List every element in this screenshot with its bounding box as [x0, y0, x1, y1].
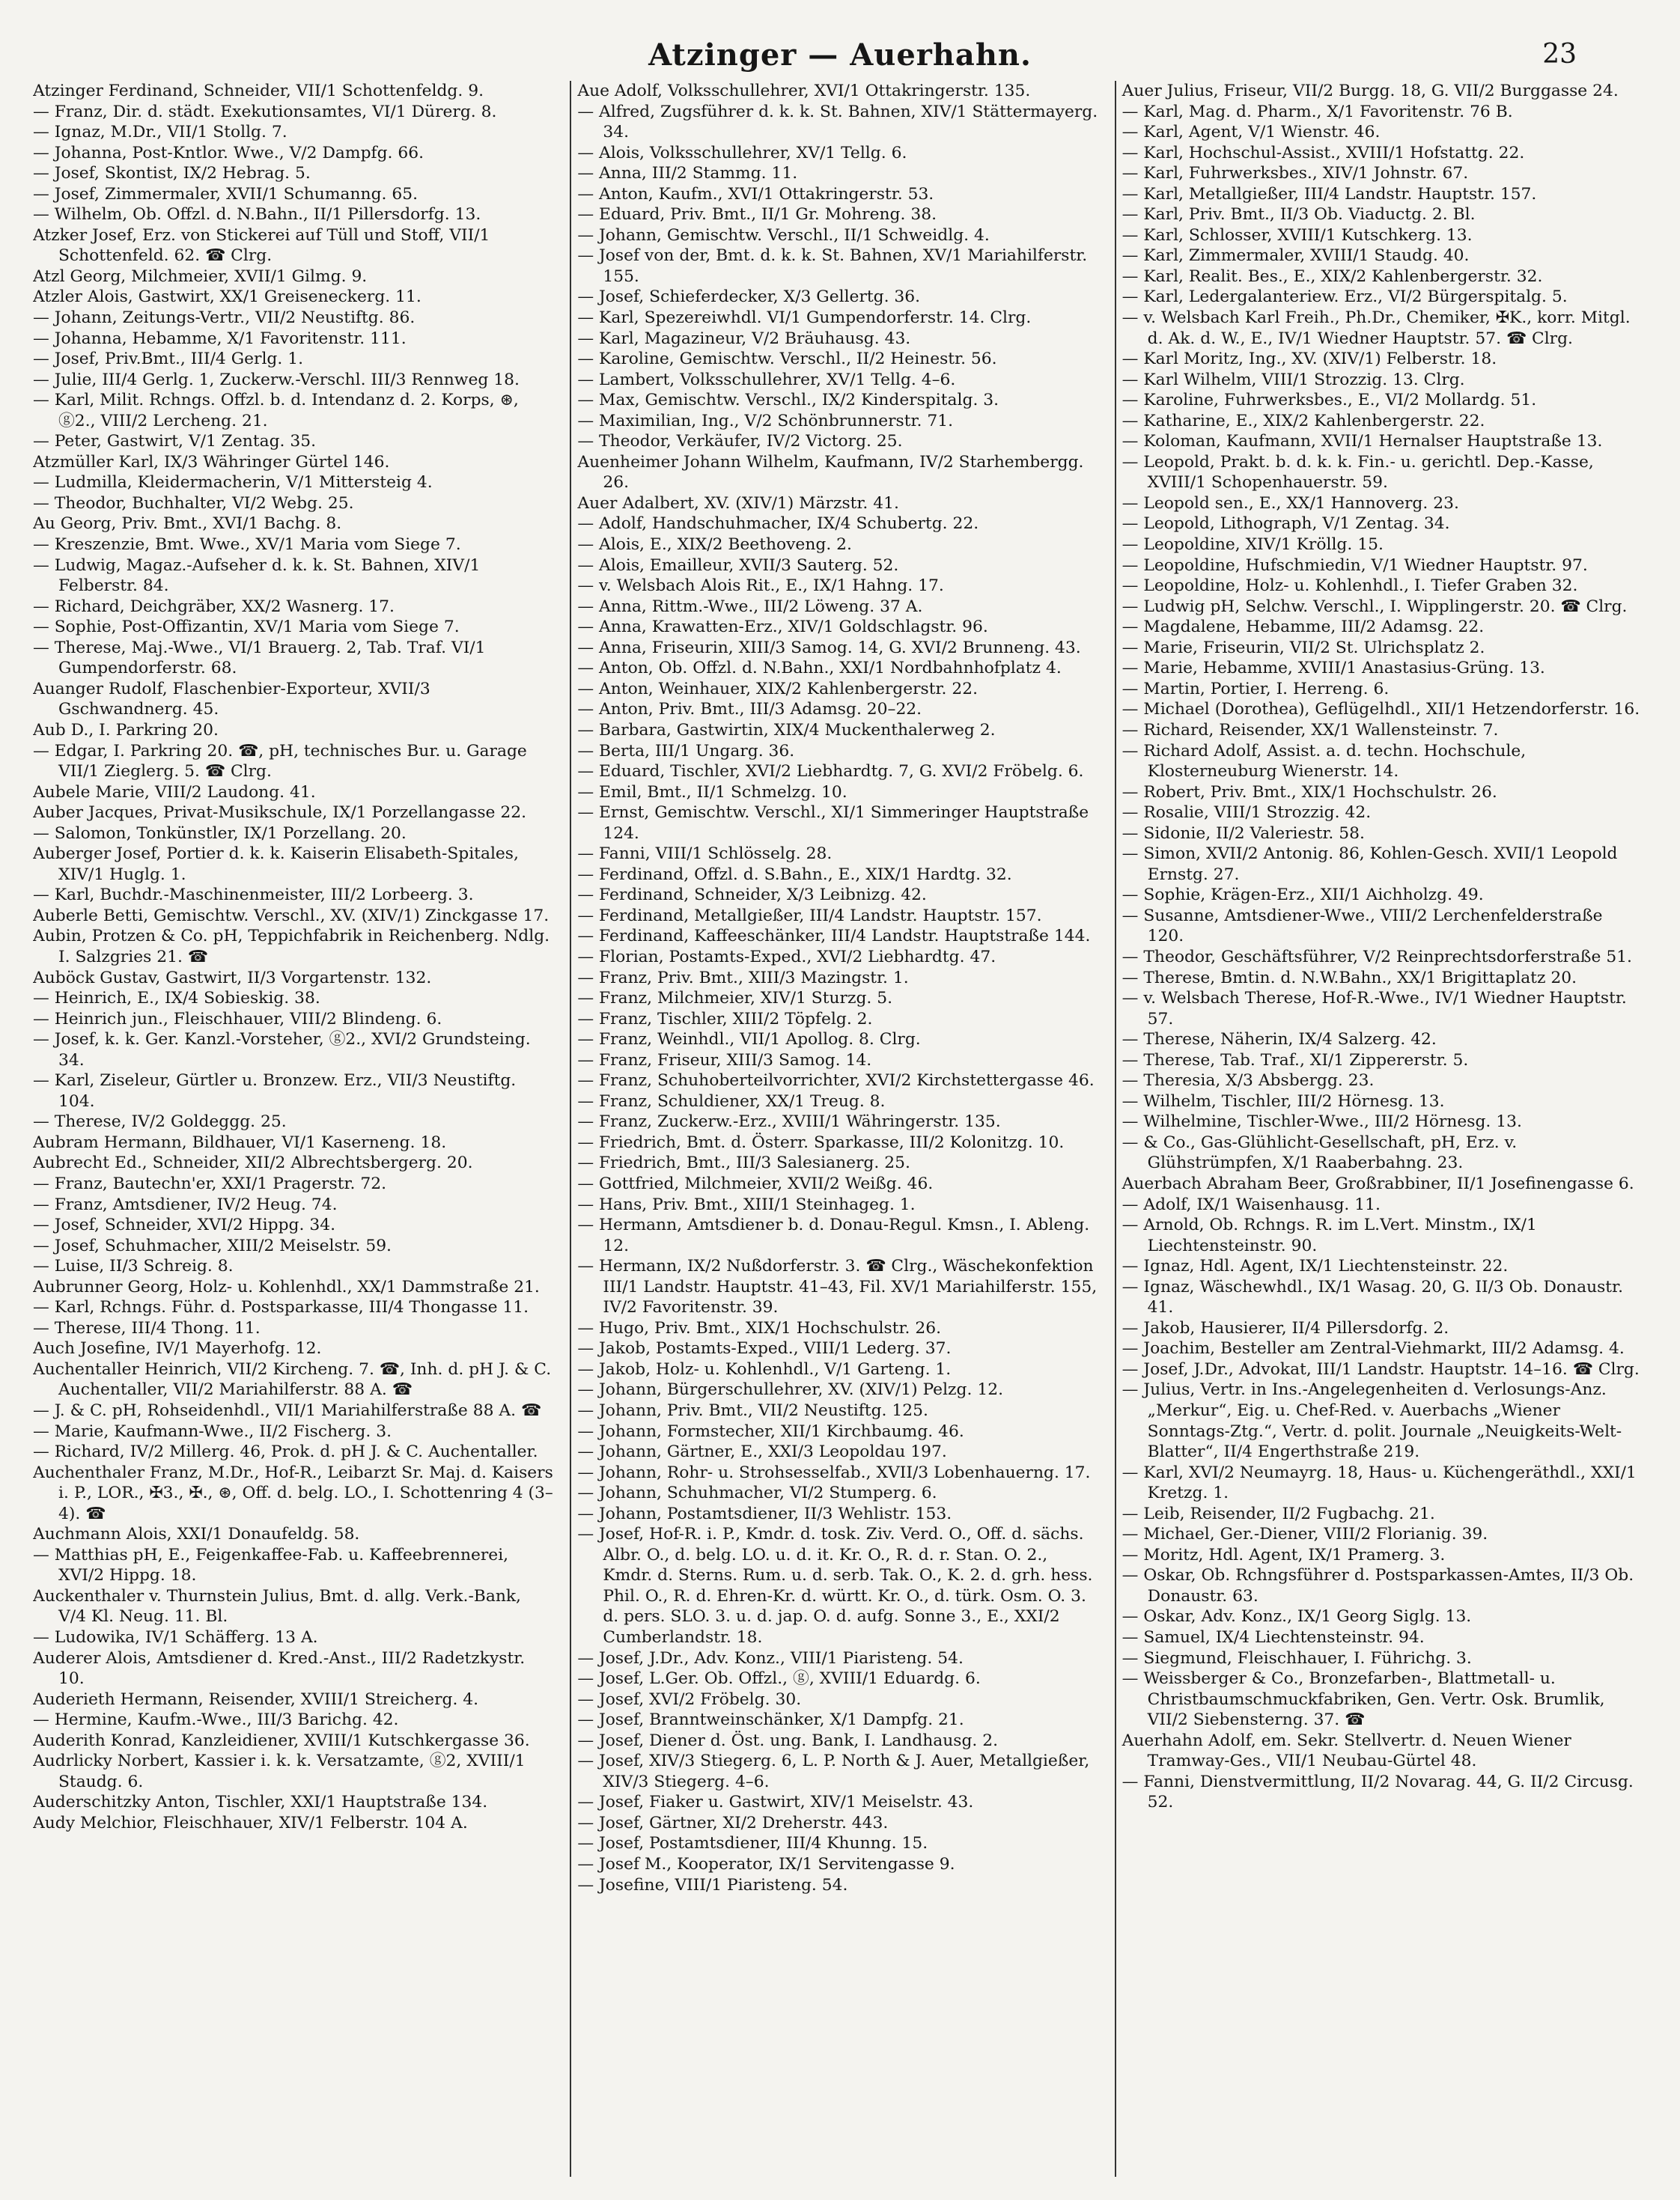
directory-entry: — Hans, Priv. Bmt., XIII/1 Steinhageg. 1. — [577, 1195, 916, 1214]
directory-entry: — Heinrich, E., IX/4 Sobieskig. 38. — [33, 989, 320, 1008]
directory-entry: — Franz, Priv. Bmt., XIII/3 Mazingstr. 1. — [577, 968, 909, 987]
directory-entry: — Josef, Fiaker u. Gastwirt, XIV/1 Meiselstr. 43. — [577, 1793, 974, 1812]
directory-entry: — Johann, Formstecher, XII/1 Kirchbaumg. 46. — [577, 1422, 964, 1441]
directory-entry: — Anna, Friseurin, XIII/3 Samog. 14, G. XVI/2 Brunneng. 43. — [577, 638, 1081, 657]
directory-entry: Aub D., I. Parkring 20. — [33, 720, 219, 740]
directory-entry: — Josef M., Kooperator, IX/1 Servitengasse 9. — [577, 1855, 955, 1874]
directory-entry: — Ludmilla, Kleidermacherin, V/1 Mittersteig 4. — [33, 473, 433, 493]
directory-entry: Auanger Rudolf, Flaschenbier-Exporteur, XVII/3 Gschwandnerg. 45. — [33, 679, 430, 719]
directory-entry: — Franz, Friseur, XIII/3 Samog. 14. — [577, 1050, 872, 1070]
directory-entry: — Sophie, Post-Offizantin, XV/1 Maria vom Siege 7. — [33, 618, 460, 637]
directory-entry: Auderith Konrad, Kanzleidiener, XVIII/1 Kutschkergasse 36. — [33, 1731, 530, 1750]
directory-entry: — Theodor, Geschäftsführer, V/2 Reinprechtsdorferstraße 51. — [1121, 947, 1632, 966]
directory-entry: — Franz, Schuldiener, XX/1 Treug. 8. — [577, 1091, 886, 1111]
directory-entry: — Alois, Emailleur, XVII/3 Sauterg. 52. — [577, 555, 899, 575]
directory-entry: — Barbara, Gastwirtin, XIX/4 Muckenthalerweg 2. — [577, 720, 996, 740]
directory-entry: — Leopoldine, Hufschmiedin, V/1 Wiedner Hauptstr. 97. — [1121, 555, 1588, 575]
directory-entry: — Ignaz, Hdl. Agent, IX/1 Liechtensteinstr. 22. — [1121, 1257, 1509, 1276]
directory-entry: — Franz, Weinhdl., VII/1 Apollog. 8. Clrg. — [577, 1030, 921, 1049]
directory-entry: — Anton, Kaufm., XVI/1 Ottakringerstr. 53. — [577, 184, 934, 204]
directory-entry: — Anton, Ob. Offzl. d. N.Bahn., XXI/1 Nordbahnhofplatz 4. — [577, 659, 1062, 678]
directory-entry: — Alois, E., XIX/2 Beethoveng. 2. — [577, 535, 852, 555]
column-3 — [1115, 81, 1649, 2177]
directory-entry: — Josef, Diener d. Öst. ung. Bank, I. Landhausg. 2. — [577, 1731, 999, 1750]
directory-entry: — Johanna, Hebamme, X/1 Favoritenstr. 111. — [33, 329, 407, 348]
directory-entry: — Matthias pH, E., Feigenkaffee-Fab. u. Kaffeebrennerei, XVI/2 Hippg. 18. — [33, 1545, 509, 1585]
directory-entry: — Hermine, Kaufm.-Wwe., III/3 Barichg. 42. — [33, 1710, 399, 1730]
directory-entry: — Karl, Mag. d. Pharm., X/1 Favoritenstr. 76 B. — [1121, 102, 1513, 121]
directory-entry: — Therese, IV/2 Goldeggg. 25. — [33, 1112, 287, 1132]
page-title: Atzinger — Auerhahn. — [648, 37, 1032, 73]
directory-entry: — Franz, Milchmeier, XIV/1 Sturzg. 5. — [577, 989, 893, 1008]
directory-entry: Aubin, Protzen & Co. pH, Teppichfabrik in Reichenberg. Ndlg. I. Salzgries 21. ☎ — [33, 927, 550, 966]
directory-entry: Atzler Alois, Gastwirt, XX/1 Greiseneckerg. 11. — [33, 287, 421, 307]
directory-entry: — Ludwig pH, Selchw. Verschl., I. Wipplingerstr. 20. ☎ Clrg. — [1121, 597, 1628, 616]
directory-entry: Auch Josefine, IV/1 Mayerhofg. 12. — [33, 1339, 322, 1359]
directory-entry: — Franz, Amtsdiener, IV/2 Heug. 74. — [33, 1195, 338, 1214]
directory-entry: — Josef, XIV/3 Stiegerg. 6, L. P. North & J. Auer, Metallgießer, XIV/3 Stiegerg. 4–6. — [577, 1752, 1090, 1791]
directory-entry: — Leopoldine, XIV/1 Kröllg. 15. — [1121, 535, 1384, 555]
directory-entry: Atzmüller Karl, IX/3 Währinger Gürtel 146. — [33, 452, 390, 472]
directory-entry: — Johann, Bürgerschullehrer, XV. (XIV/1) Pelzg. 12. — [577, 1380, 1004, 1400]
directory-entry: — & Co., Gas-Glühlicht-Gesellschaft, pH, Erz. v. Glühstrümpfen, X/1 Raaberbahng. 23. — [1121, 1133, 1518, 1173]
directory-entry: — Hermann, IX/2 Nußdorferstr. 3. ☎ Clrg., Wäschekonfektion III/1 Landstr. Hauptstr. 41–43, Fil. XV/1 Mariahilferstr. 155, IV/2 Favoritenstr. 39. — [577, 1257, 1098, 1317]
directory-entry: Au Georg, Priv. Bmt., XVI/1 Bachg. 8. — [33, 514, 342, 534]
directory-entry: — Anna, Krawatten-Erz., XIV/1 Goldschlagstr. 96. — [577, 618, 988, 637]
directory-entry: Auberger Josef, Portier d. k. k. Kaiserin Elisabeth-Spitales, XIV/1 Huglg. 1. — [33, 844, 519, 884]
directory-entry: — Josef, k. k. Ger. Kanzl.-Vorsteher, ⓖ2., XVI/2 Grundsteing. 34. — [33, 1030, 531, 1070]
directory-entry: — Katharine, E., XIX/2 Kahlenbergerstr. 22. — [1121, 411, 1485, 430]
directory-entry: — Michael, Ger.-Diener, VIII/2 Florianig. 39. — [1121, 1525, 1488, 1544]
directory-entry: — Susanne, Amtsdiener-Wwe., VIII/2 Lerchenfelderstraße 120. — [1121, 906, 1603, 946]
directory-entry: — Theodor, Verkäufer, IV/2 Victorg. 25. — [577, 432, 903, 451]
directory-entry: Audrlicky Norbert, Kassier i. k. k. Versatzamte, ⓖ2, XVIII/1 Staudg. 6. — [33, 1752, 526, 1791]
directory-entry: — Josef, Priv.Bmt., III/4 Gerlg. 1. — [33, 350, 304, 369]
directory-entry: — Eduard, Priv. Bmt., II/1 Gr. Mohreng. 38. — [577, 205, 937, 225]
directory-entry: Auber Jacques, Privat-Musikschule, IX/1 Porzellangasse 22. — [33, 803, 527, 823]
directory-entry: Auenheimer Johann Wilhelm, Kaufmann, IV/2 Starhembergg. 26. — [577, 452, 1084, 493]
directory-entry: — Ferdinand, Kaffeeschänker, III/4 Landstr. Hauptstraße 144. — [577, 927, 1091, 946]
directory-entry: — Hermann, Amtsdiener b. d. Donau-Regul. Kmsn., I. Ableng. 12. — [577, 1216, 1090, 1255]
directory-entry: — Johann, Zeitungs-Vertr., VII/2 Neustiftg. 86. — [33, 308, 416, 328]
directory-entry: — Johann, Priv. Bmt., VII/2 Neustiftg. 125. — [577, 1401, 928, 1420]
directory-entry: Aubrunner Georg, Holz- u. Kohlenhdl., XX/1 Dammstraße 21. — [33, 1277, 540, 1296]
directory-entry: — Ludwig, Magaz.-Aufseher d. k. k. St. Bahnen, XIV/1 Felberstr. 84. — [33, 555, 481, 596]
directory-entry: — Florian, Postamts-Exped., XVI/2 Liebhardtg. 47. — [577, 947, 996, 966]
directory-entry: — Marie, Kaufmann-Wwe., II/2 Fischerg. 3. — [33, 1422, 392, 1441]
directory-entry: — Franz, Zuckerw.-Erz., XVIII/1 Währingerstr. 135. — [577, 1112, 1001, 1132]
directory-entry: — Karl, Milit. Rchngs. Offzl. b. d. Intendanz d. 2. Korps, ⊛, ⓖ2., VIII/2 Lercheng. 21. — [33, 391, 519, 430]
directory-entry: — Robert, Priv. Bmt., XIX/1 Hochschulstr. 26. — [1121, 782, 1497, 802]
directory-entry: — Kreszenzie, Bmt. Wwe., XV/1 Maria vom Siege 7. — [33, 535, 461, 555]
directory-entry: — Rosalie, VIII/1 Strozzig. 42. — [1121, 803, 1372, 823]
directory-entry: — Anna, III/2 Stammg. 11. — [577, 164, 798, 183]
directory-entry: — Karl, XVI/2 Neumayrg. 18, Haus- u. Küchengeräthdl., XXI/1 Kretzg. 1. — [1121, 1463, 1637, 1503]
column-1 — [33, 81, 559, 2177]
directory-entry: — Salomon, Tonkünstler, IX/1 Porzellang. 20. — [33, 823, 407, 843]
directory-entry: Auderschitzky Anton, Tischler, XXI/1 Hauptstraße 134. — [33, 1793, 488, 1812]
directory-entry: — Adolf, Handschuhmacher, IX/4 Schubertg. 22. — [577, 514, 979, 534]
directory-entry: — Marie, Friseurin, VII/2 St. Ulrichsplatz 2. — [1121, 638, 1485, 657]
directory-entry: — Ignaz, M.Dr., VII/1 Stollg. 7. — [33, 123, 287, 142]
directory-entry: — Karl, Magazineur, V/2 Bräuhausg. 43. — [577, 329, 911, 348]
directory-entry: Auberle Betti, Gemischtw. Verschl., XV. (XIV/1) Zinckgasse 17. — [33, 906, 550, 925]
directory-entry: Auchmann Alois, XXI/1 Donaufeldg. 58. — [33, 1525, 360, 1544]
directory-entry: — v. Welsbach Karl Freih., Ph.Dr., Chemiker, ✠K., korr. Mitgl. d. Ak. d. W., E., IV/1 Wiedner Hauptstr. 57. ☎ Clrg. — [1121, 308, 1631, 348]
directory-entry: Auchentaller Heinrich, VII/2 Kircheng. 7. ☎, Inh. d. pH J. & C. Auchentaller, VII/2 Mariahilferstr. 88 A. ☎ — [33, 1359, 552, 1400]
directory-entry: — Friedrich, Bmt., III/3 Salesianerg. 25. — [577, 1154, 910, 1173]
column-2 — [570, 81, 1104, 2177]
directory-entry: — Jakob, Hausierer, II/4 Pillersdorfg. 2. — [1121, 1318, 1449, 1338]
directory-entry: — Karl, Hochschul-Assist., XVIII/1 Hofstattg. 22. — [1121, 143, 1525, 162]
directory-entry: — Franz, Tischler, XIII/2 Töpfelg. 2. — [577, 1009, 873, 1029]
directory-entry: — Jakob, Postamts-Exped., VIII/1 Lederg. 37. — [577, 1339, 952, 1359]
directory-entry: — Johann, Gemischtw. Verschl., II/1 Schweidlg. 4. — [577, 225, 990, 245]
directory-entry: — Karl, Spezereiwhdl. VI/1 Gumpendorferstr. 14. Clrg. — [577, 308, 1032, 328]
directory-entry: — Jakob, Holz- u. Kohlenhdl., V/1 Garteng. 1. — [577, 1359, 952, 1379]
directory-entry: Aubrecht Ed., Schneider, XII/2 Albrechtsbergerg. 20. — [33, 1154, 473, 1173]
directory-entry: — Edgar, I. Parkring 20. ☎, pH, technisches Bur. u. Garage VII/1 Zieglerg. 5. ☎ Clrg. — [33, 741, 527, 781]
directory-entry: — v. Welsbach Alois Rit., E., IX/1 Hahng. 17. — [577, 576, 944, 596]
directory-entry: — Samuel, IX/4 Liechtensteinstr. 94. — [1121, 1628, 1425, 1648]
directory-entry: — Lambert, Volksschullehrer, XV/1 Tellg. 4–6. — [577, 370, 956, 389]
directory-entry: — Simon, XVII/2 Antonig. 86, Kohlen-Gesch. XVII/1 Leopold Ernstg. 27. — [1121, 844, 1618, 884]
directory-entry: — Johann, Postamtsdiener, II/3 Wehlistr. 153. — [577, 1504, 952, 1523]
page-header — [0, 30, 1680, 82]
directory-entry: — Leopoldine, Holz- u. Kohlenhdl., I. Tiefer Graben 32. — [1121, 576, 1578, 596]
directory-columns — [33, 81, 1649, 2177]
directory-entry: — Johann, Gärtner, E., XXI/3 Leopoldau 197. — [577, 1442, 947, 1462]
directory-entry: — Anna, Rittm.-Wwe., III/2 Löweng. 37 A. — [577, 597, 923, 616]
directory-entry: — Eduard, Tischler, XVI/2 Liebhardtg. 7, G. XVI/2 Fröbelg. 6. — [577, 762, 1084, 781]
directory-entry: — Oskar, Adv. Konz., IX/1 Georg Siglg. 13. — [1121, 1607, 1472, 1627]
directory-entry: Audy Melchior, Fleischhauer, XIV/1 Felberstr. 104 A. — [33, 1813, 468, 1832]
directory-entry: — Luise, II/3 Schreig. 8. — [33, 1257, 234, 1276]
directory-entry: — Marie, Hebamme, XVIII/1 Anastasius-Grüng. 13. — [1121, 659, 1545, 678]
directory-entry: — Max, Gemischtw. Verschl., IX/2 Kinderspitalg. 3. — [577, 391, 999, 410]
directory-entry: — Therese, III/4 Thong. 11. — [33, 1318, 261, 1338]
page-number: 23 — [1542, 39, 1577, 70]
directory-entry: — Johann, Schuhmacher, VI/2 Stumperg. 6. — [577, 1484, 937, 1503]
directory-entry: — Wilhelm, Tischler, III/2 Hörnesg. 13. — [1121, 1091, 1445, 1111]
directory-entry: — Arnold, Ob. Rchngs. R. im L.Vert. Minstm., IX/1 Liechtensteinstr. 90. — [1121, 1216, 1537, 1255]
directory-entry: — Ferdinand, Offzl. d. S.Bahn., E., XIX/1 Hardtg. 32. — [577, 865, 1012, 884]
directory-entry: — Alois, Volksschullehrer, XV/1 Tellg. 6. — [577, 143, 907, 162]
directory-entry: — Josef, Gärtner, XI/2 Dreherstr. 443. — [577, 1813, 889, 1832]
directory-entry: — Karl, Ledergalanteriew. Erz., VI/2 Bürgerspitalg. 5. — [1121, 287, 1568, 307]
directory-entry: Auerhahn Adolf, em. Sekr. Stellvertr. d. Neuen Wiener Tramway-Ges., VII/1 Neubau-Gürtel 48. — [1121, 1731, 1571, 1771]
directory-entry: — Wilhelmine, Tischler-Wwe., III/2 Hörnesg. 13. — [1121, 1112, 1522, 1132]
directory-entry: Auckenthaler v. Thurnstein Julius, Bmt. d. allg. Verk.-Bank, V/4 Kl. Neug. 11. Bl. — [33, 1586, 521, 1627]
directory-entry: — Maximilian, Ing., V/2 Schönbrunnerstr. 71. — [577, 411, 954, 430]
directory-entry: — Karl, Agent, V/1 Wienstr. 46. — [1121, 123, 1381, 142]
directory-entry: Aubele Marie, VIII/2 Laudong. 41. — [33, 782, 316, 802]
directory-entry: Aubram Hermann, Bildhauer, VI/1 Kaserneng. 18. — [33, 1133, 447, 1152]
directory-entry: Auer Adalbert, XV. (XIV/1) Märzstr. 41. — [577, 493, 899, 513]
directory-entry: — Karl, Zimmermaler, XVIII/1 Staudg. 40. — [1121, 246, 1470, 266]
directory-entry: Auerbach Abraham Beer, Großrabbiner, II/1 Josefinengasse 6. — [1121, 1174, 1634, 1193]
directory-entry: Auer Julius, Friseur, VII/2 Burgg. 18, G. VII/2 Burggasse 24. — [1121, 82, 1619, 100]
directory-entry: — Berta, III/1 Ungarg. 36. — [577, 741, 795, 761]
directory-entry: — Hugo, Priv. Bmt., XIX/1 Hochschulstr. 26. — [577, 1318, 941, 1338]
directory-entry: — Josef von der, Bmt. d. k. k. St. Bahnen, XV/1 Mariahilferstr. 155. — [577, 246, 1088, 286]
directory-entry: — Koloman, Kaufmann, XVII/1 Hernalser Hauptstraße 13. — [1121, 432, 1603, 451]
directory-entry: — Karl, Realit. Bes., E., XIX/2 Kahlenbergerstr. 32. — [1121, 266, 1543, 286]
directory-entry: — Emil, Bmt., II/1 Schmelzg. 10. — [577, 782, 847, 802]
directory-entry: — Moritz, Hdl. Agent, IX/1 Pramerg. 3. — [1121, 1545, 1446, 1564]
directory-entry: — Johanna, Post-Kntlor. Wwe., V/2 Dampfg. 66. — [33, 143, 424, 162]
directory-entry: — Josef, L.Ger. Ob. Offzl., ⓖ, XVIII/1 Eduardg. 6. — [577, 1669, 981, 1689]
directory-entry: — Josef, J.Dr., Advokat, III/1 Landstr. Hauptstr. 14–16. ☎ Clrg. — [1121, 1359, 1640, 1379]
directory-entry: — Franz, Schuhoberteilvorrichter, XVI/2 Kirchstettergasse 46. — [577, 1071, 1095, 1091]
directory-entry: — Josef, J.Dr., Adv. Konz., VIII/1 Piaristeng. 54. — [577, 1648, 964, 1668]
directory-entry: — Leib, Reisender, II/2 Fugbachg. 21. — [1121, 1504, 1435, 1523]
directory-entry: — Sophie, Krägen-Erz., XII/1 Aichholzg. 49. — [1121, 886, 1484, 905]
directory-entry: Atzker Josef, Erz. von Stickerei auf Tüll und Stoff, VII/1 Schottenfeld. 62. ☎ Clrg. — [33, 225, 490, 266]
directory-entry: — Wilhelm, Ob. Offzl. d. N.Bahn., II/1 Pillersdorfg. 13. — [33, 205, 481, 225]
directory-entry: — Magdalene, Hebamme, III/2 Adamsg. 22. — [1121, 618, 1485, 637]
directory-entry: — Johann, Rohr- u. Strohsesselfab., XVII/3 Lobenhauerng. 17. — [577, 1463, 1091, 1482]
directory-entry: Auchenthaler Franz, M.Dr., Hof-R., Leibarzt Sr. Maj. d. Kaisers i. P., LOR., ✠3., ✠., ⊛, Off. d. belg. LO., I. Schottenring 4 (3–4). ☎ — [33, 1463, 553, 1523]
directory-entry: — Joachim, Besteller am Zentral-Viehmarkt, III/2 Adamsg. 4. — [1121, 1339, 1625, 1359]
directory-entry: — Ludowika, IV/1 Schäfferg. 13 A. — [33, 1628, 318, 1648]
directory-entry: — Richard, Deichgräber, XX/2 Wasnerg. 17. — [33, 597, 395, 616]
directory-entry: — Richard, Reisender, XX/1 Wallensteinstr. 7. — [1121, 720, 1499, 740]
directory-entry: — Anton, Weinhauer, XIX/2 Kahlenbergerstr. 22. — [577, 679, 979, 698]
directory-entry: — Michael (Dorothea), Geflügelhdl., XII/1 Hetzendorferstr. 16. — [1121, 700, 1640, 719]
directory-entry: — Julius, Vertr. in Ins.-Angelegenheiten d. Verlosungs-Anz. „Merkur“, Eig. u. Chef-Red. v. Auerbachs „Wiener Sonntags-Ztg.“, Vertr. d. polit. Journale „Neuigkeits-Welt-Blatter“, II/4 Engerthstraße 219. — [1121, 1380, 1622, 1462]
directory-entry: — Josef, Schneider, XVI/2 Hippg. 34. — [33, 1216, 336, 1235]
directory-entry: — Josef, Zimmermaler, XVII/1 Schumanng. 65. — [33, 184, 419, 204]
directory-entry: — Josef, Postamtsdiener, III/4 Khunng. 15. — [577, 1834, 928, 1853]
directory-entry: — Franz, Bautechn'er, XXI/1 Pragerstr. 72. — [33, 1174, 387, 1193]
directory-entry: — Josefine, VIII/1 Piaristeng. 54. — [577, 1875, 848, 1895]
directory-entry: — Karl, Priv. Bmt., II/3 Ob. Viaductg. 2. Bl. — [1121, 205, 1476, 225]
directory-entry: — Ernst, Gemischtw. Verschl., XI/1 Simmeringer Hauptstraße 124. — [577, 803, 1089, 843]
directory-entry: — Fanni, Dienstvermittlung, II/2 Novarag. 44, G. II/2 Circusg. 52. — [1121, 1772, 1634, 1812]
directory-entry: — Ferdinand, Metallgießer, III/4 Landstr. Hauptstr. 157. — [577, 906, 1042, 925]
directory-entry: — v. Welsbach Therese, Hof-R.-Wwe., IV/1 Wiedner Hauptstr. 57. — [1121, 989, 1627, 1029]
directory-entry: — Oskar, Ob. Rchngsführer d. Postsparkassen-Amtes, II/3 Ob. Donaustr. 63. — [1121, 1566, 1634, 1606]
directory-entry: — Josef, Branntweinschänker, X/1 Dampfg. 21. — [577, 1710, 964, 1730]
directory-entry: — Karl, Schlosser, XVIII/1 Kutschkerg. 13. — [1121, 225, 1473, 245]
directory-entry: — J. & C. pH, Rohseidenhdl., VII/1 Mariahilferstraße 88 A. ☎ — [33, 1401, 542, 1420]
directory-entry: — Theodor, Buchhalter, VI/2 Webg. 25. — [33, 493, 354, 513]
directory-entry: — Karl, Metallgießer, III/4 Landstr. Hauptstr. 157. — [1121, 184, 1537, 204]
directory-entry: — Josef, XVI/2 Fröbelg. 30. — [577, 1689, 802, 1709]
directory-entry: — Josef, Hof-R. i. P., Kmdr. d. tosk. Ziv. Verd. O., Off. d. sächs. Albr. O., d. belg. LO. u. d. it. Kr. O., R. d. r. Stan. O. 2., Kmdr. d. Sterns. Rum. u. d. serb. Tak. O., K. 2. d. grh. hess. Phil. O., R. d. Ehren-Kr. d. württ. Kr. O., d. türk. Osm. O. 3. d. pers. SLO. 3. u. d. jap. O. d. aufg. Sonne 3., E., XXI/2 Cumberlandstr. 18. — [577, 1525, 1093, 1648]
directory-entry: — Karl, Buchdr.-Maschinenmeister, III/2 Lorbeerg. 3. — [33, 886, 474, 905]
directory-entry: — Richard Adolf, Assist. a. d. techn. Hochschule, Klosterneuburg Wienerstr. 14. — [1121, 741, 1527, 781]
directory-entry: — Friedrich, Bmt. d. Österr. Sparkasse, III/2 Kolonitzg. 10. — [577, 1133, 1065, 1152]
directory-entry: — Alfred, Zugsführer d. k. k. St. Bahnen, XIV/1 Stättermayerg. 34. — [577, 102, 1098, 142]
directory-entry: — Therese, Näherin, IX/4 Salzerg. 42. — [1121, 1030, 1437, 1049]
directory-entry: — Karl, Ziseleur, Gürtler u. Bronzew. Erz., VII/3 Neustiftg. 104. — [33, 1071, 517, 1111]
directory-entry: — Ferdinand, Schneider, X/3 Leibnizg. 42. — [577, 886, 927, 905]
directory-entry: — Josef, Schuhmacher, XIII/2 Meiselstr. 59. — [33, 1236, 392, 1255]
directory-entry: — Leopold, Lithograph, V/1 Zentag. 34. — [1121, 514, 1450, 534]
directory-entry: — Karl Moritz, Ing., XV. (XIV/1) Felberstr. 18. — [1121, 350, 1497, 369]
directory-entry: — Franz, Dir. d. städt. Exekutionsamtes, VI/1 Dürerg. 8. — [33, 102, 497, 121]
directory-entry: — Karoline, Fuhrwerksbes., E., VI/2 Mollardg. 51. — [1121, 391, 1537, 410]
directory-entry: — Theresia, X/3 Absbergg. 23. — [1121, 1071, 1375, 1091]
directory-entry: — Karl Wilhelm, VIII/1 Strozzig. 13. Clrg. — [1121, 370, 1465, 389]
directory-entry: — Karl, Fuhrwerksbes., XIV/1 Johnstr. 67. — [1121, 164, 1469, 183]
directory-entry: — Therese, Tab. Traf., XI/1 Zippererstr. 5. — [1121, 1050, 1469, 1070]
directory-entry: — Leopold sen., E., XX/1 Hannoverg. 23. — [1121, 493, 1459, 513]
directory-entry: — Karoline, Gemischtw. Verschl., II/2 Heinestr. 56. — [577, 350, 997, 369]
directory-entry: Auböck Gustav, Gastwirt, II/3 Vorgartenstr. 132. — [33, 968, 432, 987]
directory-entry: — Karl, Rchngs. Führ. d. Postsparkasse, III/4 Thongasse 11. — [33, 1298, 529, 1317]
directory-entry: — Josef, Skontist, IX/2 Hebrag. 5. — [33, 164, 311, 183]
directory-entry: — Anton, Priv. Bmt., III/3 Adamsg. 20–22. — [577, 700, 922, 719]
directory-entry: — Sidonie, II/2 Valeriestr. 58. — [1121, 823, 1365, 843]
directory-entry: — Martin, Portier, I. Herreng. 6. — [1121, 679, 1390, 698]
directory-entry: — Leopold, Prakt. b. d. k. k. Fin.- u. gerichtl. Dep.-Kasse, XVIII/1 Schopenhauerstr. 59. — [1121, 452, 1594, 493]
directory-entry: Atzinger Ferdinand, Schneider, VII/1 Schottenfeldg. 9. — [33, 82, 484, 100]
directory-entry: — Gottfried, Milchmeier, XVII/2 Weißg. 46. — [577, 1174, 934, 1193]
directory-entry: — Josef, Schieferdecker, X/3 Gellertg. 36. — [577, 287, 921, 307]
directory-entry: — Heinrich jun., Fleischhauer, VIII/2 Blindeng. 6. — [33, 1009, 442, 1029]
directory-entry: — Peter, Gastwirt, V/1 Zentag. 35. — [33, 432, 317, 451]
directory-entry: — Therese, Bmtin. d. N.W.Bahn., XX/1 Brigittaplatz 20. — [1121, 968, 1577, 987]
directory-entry: Atzl Georg, Milchmeier, XVII/1 Gilmg. 9. — [33, 266, 368, 286]
directory-entry: — Fanni, VIII/1 Schlösselg. 28. — [577, 844, 833, 864]
directory-entry: — Adolf, IX/1 Waisenhausg. 11. — [1121, 1195, 1381, 1214]
directory-entry: — Therese, Maj.-Wwe., VI/1 Brauerg. 2, Tab. Traf. VI/1 Gumpendorferstr. 68. — [33, 638, 486, 678]
directory-entry: — Weissberger & Co., Bronzefarben-, Blattmetall- u. Christbaumschmuckfabriken, Gen. Vertr. Osk. Brumlik, VII/2 Siebensterng. 37. ☎ — [1121, 1669, 1605, 1730]
directory-entry: Auderieth Hermann, Reisender, XVIII/1 Streicherg. 4. — [33, 1689, 479, 1709]
directory-entry: Auderer Alois, Amtsdiener d. Kred.-Anst., III/2 Radetzkystr. 10. — [33, 1648, 526, 1689]
directory-entry: — Ignaz, Wäschewhdl., IX/1 Wasag. 20, G. II/3 Ob. Donaustr. 41. — [1121, 1277, 1624, 1317]
directory-entry: — Julie, III/4 Gerlg. 1, Zuckerw.-Verschl. III/3 Rennweg 18. — [33, 370, 520, 389]
directory-entry: — Siegmund, Fleischhauer, I. Führichg. 3. — [1121, 1648, 1472, 1668]
directory-entry: — Richard, IV/2 Millerg. 46, Prok. d. pH J. & C. Auchentaller. — [33, 1442, 538, 1462]
directory-entry: Aue Adolf, Volksschullehrer, XVI/1 Ottakringerstr. 135. — [577, 82, 1031, 100]
